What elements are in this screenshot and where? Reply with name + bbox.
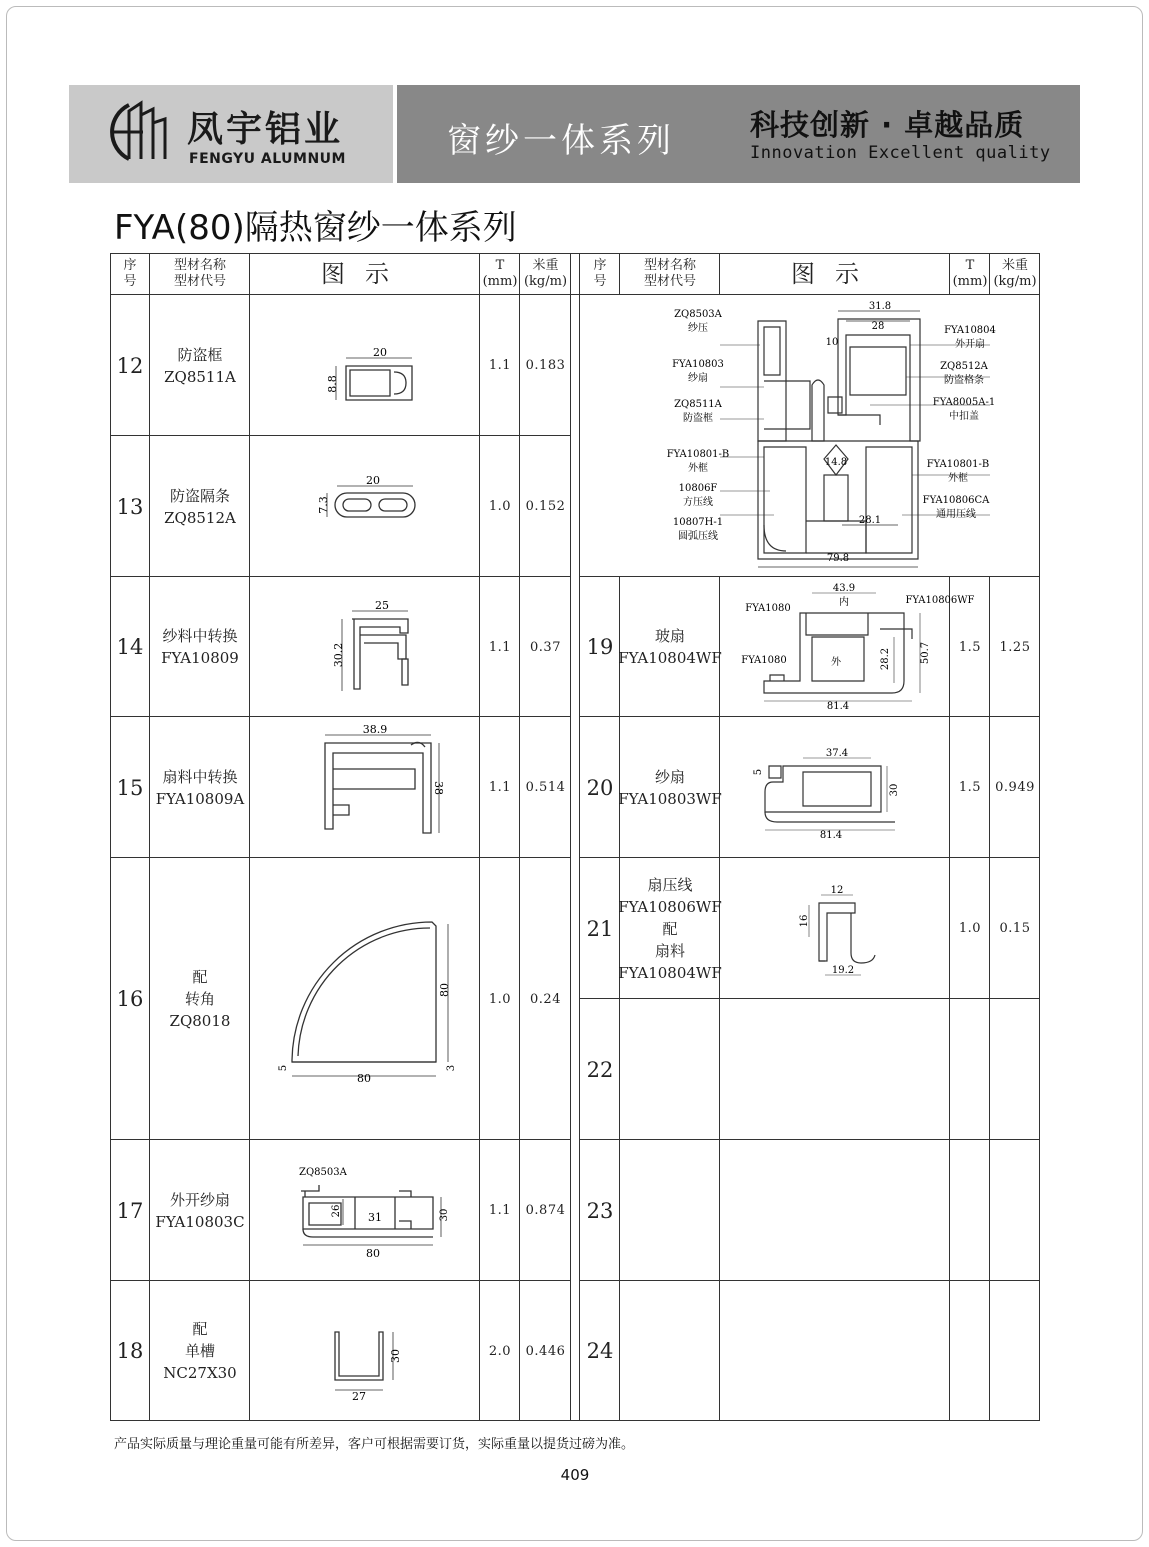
profile-drawing-zq8511a bbox=[320, 348, 420, 408]
header-figure: 图示 bbox=[321, 259, 409, 288]
banner bbox=[397, 85, 1080, 183]
profile-drawing-fya10803wf bbox=[745, 740, 945, 840]
svg-text:80: 80 bbox=[357, 1072, 371, 1085]
weight-value: 0.514 bbox=[525, 780, 566, 795]
svg-text:纱扇: 纱扇 bbox=[688, 373, 708, 384]
svg-text:8.8: 8.8 bbox=[326, 375, 339, 393]
svg-text:5: 5 bbox=[753, 768, 764, 776]
svg-text:25: 25 bbox=[375, 599, 389, 612]
slogan-en: Innovation Excellent quality bbox=[750, 143, 1051, 163]
svg-text:27: 27 bbox=[352, 1390, 366, 1403]
svg-text:30: 30 bbox=[889, 783, 900, 797]
svg-text:FYA10806WF: FYA10806WF bbox=[905, 595, 975, 606]
thickness-value: 1.0 bbox=[488, 499, 512, 514]
weight-value: 0.24 bbox=[530, 991, 561, 1007]
svg-text:外框: 外框 bbox=[688, 463, 708, 474]
assembly-labels bbox=[667, 301, 996, 564]
svg-text:FYA10803: FYA10803 bbox=[672, 359, 724, 370]
svg-text:31.8: 31.8 bbox=[868, 301, 892, 312]
svg-text:38: 38 bbox=[432, 781, 445, 795]
svg-text:28.2: 28.2 bbox=[880, 647, 891, 671]
header-name: 型材名称 型材代号 bbox=[173, 257, 226, 289]
thickness-value: 1.0 bbox=[488, 991, 512, 1007]
svg-text:外: 外 bbox=[831, 657, 841, 668]
svg-text:FYA1080: FYA1080 bbox=[741, 655, 787, 666]
svg-text:20: 20 bbox=[366, 474, 380, 487]
svg-text:纱压: 纱压 bbox=[688, 323, 708, 334]
svg-text:80: 80 bbox=[438, 983, 451, 997]
svg-text:通用压线: 通用压线 bbox=[936, 509, 976, 520]
weight-value: 0.15 bbox=[999, 921, 1031, 936]
row-number: 20 bbox=[586, 775, 614, 800]
svg-text:3: 3 bbox=[446, 1064, 457, 1072]
svg-text:防盗格条: 防盗格条 bbox=[944, 375, 984, 386]
brand-name-cn: 凤宇铝业 bbox=[187, 109, 344, 150]
row-number: 24 bbox=[586, 1339, 614, 1363]
series-title: 窗纱一体系列 bbox=[447, 121, 675, 161]
profile-name: 防盗框 ZQ8511A bbox=[164, 345, 236, 386]
svg-text:7.3: 7.3 bbox=[317, 496, 330, 514]
weight-value: 0.37 bbox=[530, 639, 561, 655]
profile-name: 配 转角 ZQ8018 bbox=[169, 968, 231, 1030]
svg-text:10806F: 10806F bbox=[678, 483, 718, 494]
row-number: 17 bbox=[116, 1198, 144, 1223]
header-seq: 序 号 bbox=[123, 257, 137, 289]
profile-drawing-fya10803c bbox=[295, 1163, 455, 1268]
page-title: FYA(80)隔热窗纱一体系列 bbox=[114, 208, 517, 248]
page-number: 409 bbox=[560, 1466, 590, 1484]
row-number: 22 bbox=[586, 1057, 614, 1082]
profile-name: 纱料中转换 FYA10809 bbox=[161, 627, 239, 667]
svg-text:内: 内 bbox=[839, 597, 849, 608]
header-thickness: T (mm) bbox=[952, 257, 988, 289]
weight-value: 0.874 bbox=[525, 1203, 566, 1218]
svg-text:外框: 外框 bbox=[948, 473, 968, 484]
row-number: 12 bbox=[116, 353, 144, 378]
header-weight: 米重 (kg/m) bbox=[523, 257, 568, 289]
profile-name: 玻扇 FYA10804WF bbox=[618, 627, 722, 667]
profile-name: 扇料中转换 FYA10809A bbox=[155, 767, 245, 808]
profile-table bbox=[110, 253, 1040, 1421]
svg-text:43.9: 43.9 bbox=[832, 583, 856, 594]
row-number: 14 bbox=[116, 635, 144, 659]
svg-text:26: 26 bbox=[331, 1204, 342, 1218]
svg-text:19.2: 19.2 bbox=[831, 965, 855, 976]
svg-text:FYA10801-B: FYA10801-B bbox=[666, 449, 730, 460]
svg-text:10: 10 bbox=[825, 337, 839, 348]
svg-text:5: 5 bbox=[278, 1064, 289, 1072]
svg-text:ZQ8511A: ZQ8511A bbox=[674, 399, 722, 410]
svg-text:FYA8005A-1: FYA8005A-1 bbox=[932, 397, 996, 408]
thickness-value: 1.1 bbox=[488, 639, 512, 655]
assembly-drawing bbox=[580, 295, 1040, 576]
row-number: 18 bbox=[116, 1339, 144, 1363]
profile-name: 纱扇 FYA10803WF bbox=[618, 767, 722, 808]
svg-text:16: 16 bbox=[799, 914, 810, 928]
profile-name: 配 单槽 NC27X30 bbox=[163, 1320, 237, 1382]
svg-text:31: 31 bbox=[368, 1211, 382, 1224]
svg-text:20: 20 bbox=[373, 346, 387, 359]
header-thickness: T (mm) bbox=[482, 257, 518, 289]
thickness-value: 2.0 bbox=[488, 1343, 512, 1359]
header-weight: 米重 (kg/m) bbox=[993, 257, 1037, 289]
row-number: 13 bbox=[116, 494, 144, 519]
weight-value: 0.152 bbox=[525, 499, 566, 514]
svg-text:圆弧压线: 圆弧压线 bbox=[678, 531, 718, 542]
svg-text:79.8: 79.8 bbox=[826, 553, 850, 564]
thickness-value: 1.5 bbox=[958, 639, 982, 655]
svg-text:FYA10804: FYA10804 bbox=[944, 325, 996, 336]
row-number: 19 bbox=[586, 635, 614, 659]
thickness-value: 1.1 bbox=[488, 780, 512, 795]
footer-note: 产品实际质量与理论重量可能有所差异，客户可根据需要订货，实际重量以提货过磅为准。 bbox=[114, 1437, 635, 1452]
thickness-value: 1.1 bbox=[488, 358, 512, 373]
svg-text:中扣盖: 中扣盖 bbox=[949, 411, 979, 422]
thickness-value: 1.1 bbox=[488, 1203, 512, 1218]
weight-value: 0.446 bbox=[525, 1343, 566, 1359]
weight-value: 0.949 bbox=[995, 780, 1035, 795]
svg-text:81.4: 81.4 bbox=[819, 830, 843, 841]
svg-text:10807H-1: 10807H-1 bbox=[672, 517, 724, 528]
svg-text:50.7: 50.7 bbox=[920, 641, 931, 665]
header-name: 型材名称 型材代号 bbox=[643, 257, 696, 289]
svg-text:ZQ8512A: ZQ8512A bbox=[940, 361, 988, 372]
row-number: 16 bbox=[116, 987, 144, 1011]
profile-drawing-zq8512a bbox=[315, 475, 425, 535]
thickness-value: 1.0 bbox=[958, 921, 982, 936]
svg-text:方压线: 方压线 bbox=[683, 497, 713, 508]
weight-value: 0.183 bbox=[525, 358, 566, 373]
brand-logo-block bbox=[69, 85, 393, 183]
svg-text:81.4: 81.4 bbox=[826, 701, 850, 712]
profile-drawing-fya10806wf bbox=[795, 883, 905, 983]
svg-text:37.4: 37.4 bbox=[825, 748, 849, 759]
svg-text:FYA10801-B: FYA10801-B bbox=[926, 459, 990, 470]
header-seq: 序 号 bbox=[593, 257, 607, 289]
svg-text:30.2: 30.2 bbox=[332, 642, 345, 668]
slogan-cn: 科技创新 · 卓越品质 bbox=[750, 108, 1025, 142]
profile-drawing-fya10809 bbox=[330, 599, 430, 699]
profile-drawing-fya10809a bbox=[315, 725, 445, 850]
profile-name: 外开纱扇 FYA10803C bbox=[155, 1190, 245, 1231]
profile-drawing-nc27x30 bbox=[325, 1326, 415, 1406]
svg-text:ZQ8503A: ZQ8503A bbox=[299, 1167, 347, 1178]
row-number: 23 bbox=[586, 1198, 614, 1223]
profile-name: 防盗隔条 ZQ8512A bbox=[164, 486, 236, 527]
row-number: 15 bbox=[116, 775, 144, 800]
thickness-value: 1.5 bbox=[958, 780, 982, 795]
fengyu-logo-icon bbox=[99, 97, 177, 167]
svg-text:28: 28 bbox=[871, 321, 885, 332]
svg-text:38.9: 38.9 bbox=[362, 723, 388, 736]
row-number: 21 bbox=[586, 916, 614, 941]
header-figure: 图示 bbox=[791, 259, 879, 288]
svg-text:14.8: 14.8 bbox=[824, 457, 848, 468]
svg-text:防盗框: 防盗框 bbox=[683, 413, 713, 424]
svg-text:30: 30 bbox=[389, 1349, 402, 1363]
svg-text:外开扇: 外开扇 bbox=[955, 339, 985, 350]
svg-text:30: 30 bbox=[439, 1208, 450, 1222]
profile-name: 扇压线 FYA10806WF 配 扇料 FYA10804WF bbox=[618, 875, 722, 982]
svg-text:80: 80 bbox=[366, 1247, 380, 1260]
svg-text:12: 12 bbox=[830, 885, 844, 896]
profile-drawing-zq8018 bbox=[270, 918, 470, 1133]
brand-name-en: FENGYU ALUMNUM bbox=[189, 151, 346, 167]
weight-value: 1.25 bbox=[999, 639, 1031, 655]
svg-text:FYA1080: FYA1080 bbox=[745, 603, 791, 614]
svg-text:FYA10806CA: FYA10806CA bbox=[922, 495, 990, 506]
svg-text:ZQ8503A: ZQ8503A bbox=[674, 309, 722, 320]
svg-text:28.1: 28.1 bbox=[858, 515, 882, 526]
